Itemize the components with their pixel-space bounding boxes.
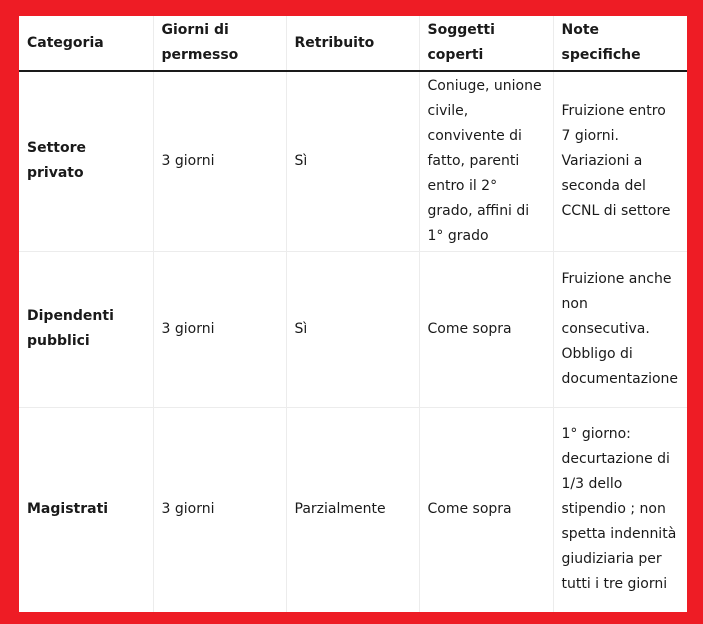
cell-note: Fruizione anche non consecutiva. Obbligo di documentazione bbox=[553, 251, 687, 407]
header-soggetti: Soggetti coperti bbox=[419, 16, 553, 71]
header-retribuito: Retribuito bbox=[286, 16, 419, 71]
cell-categoria: Settore privato bbox=[19, 71, 153, 251]
cell-note: Fruizione entro 7 giorni. Variazioni a seconda del CCNL di settore bbox=[553, 71, 687, 251]
header-giorni: Giorni di permesso bbox=[153, 16, 286, 71]
cell-categoria: Magistrati bbox=[19, 407, 153, 612]
cell-soggetti: Come sopra bbox=[419, 251, 553, 407]
table-row bbox=[19, 251, 687, 407]
cell-giorni: 3 giorni bbox=[153, 251, 286, 407]
cell-soggetti: Coniuge, unione civile, convivente di fatto, parenti entro il 2° grado, affini di 1° grado bbox=[419, 71, 553, 251]
cell-retribuito: Sì bbox=[286, 251, 419, 407]
cell-retribuito: Parzialmente bbox=[286, 407, 419, 612]
table-row bbox=[19, 407, 687, 612]
permessi-table bbox=[19, 16, 687, 612]
header-note: Note specifiche bbox=[553, 16, 687, 71]
cell-soggetti: Come sopra bbox=[419, 407, 553, 612]
table-panel bbox=[19, 16, 687, 612]
cell-note: 1° giorno: decurtazione di 1/3 dello stipendio ; non spetta indennità giudiziaria per tutti i tre giorni bbox=[553, 407, 687, 612]
table-row bbox=[19, 71, 687, 251]
header-categoria: Categoria bbox=[19, 16, 153, 71]
cell-retribuito: Sì bbox=[286, 71, 419, 251]
cell-giorni: 3 giorni bbox=[153, 71, 286, 251]
table-header-row bbox=[19, 16, 687, 71]
cell-categoria: Dipendenti pubblici bbox=[19, 251, 153, 407]
cell-giorni: 3 giorni bbox=[153, 407, 286, 612]
